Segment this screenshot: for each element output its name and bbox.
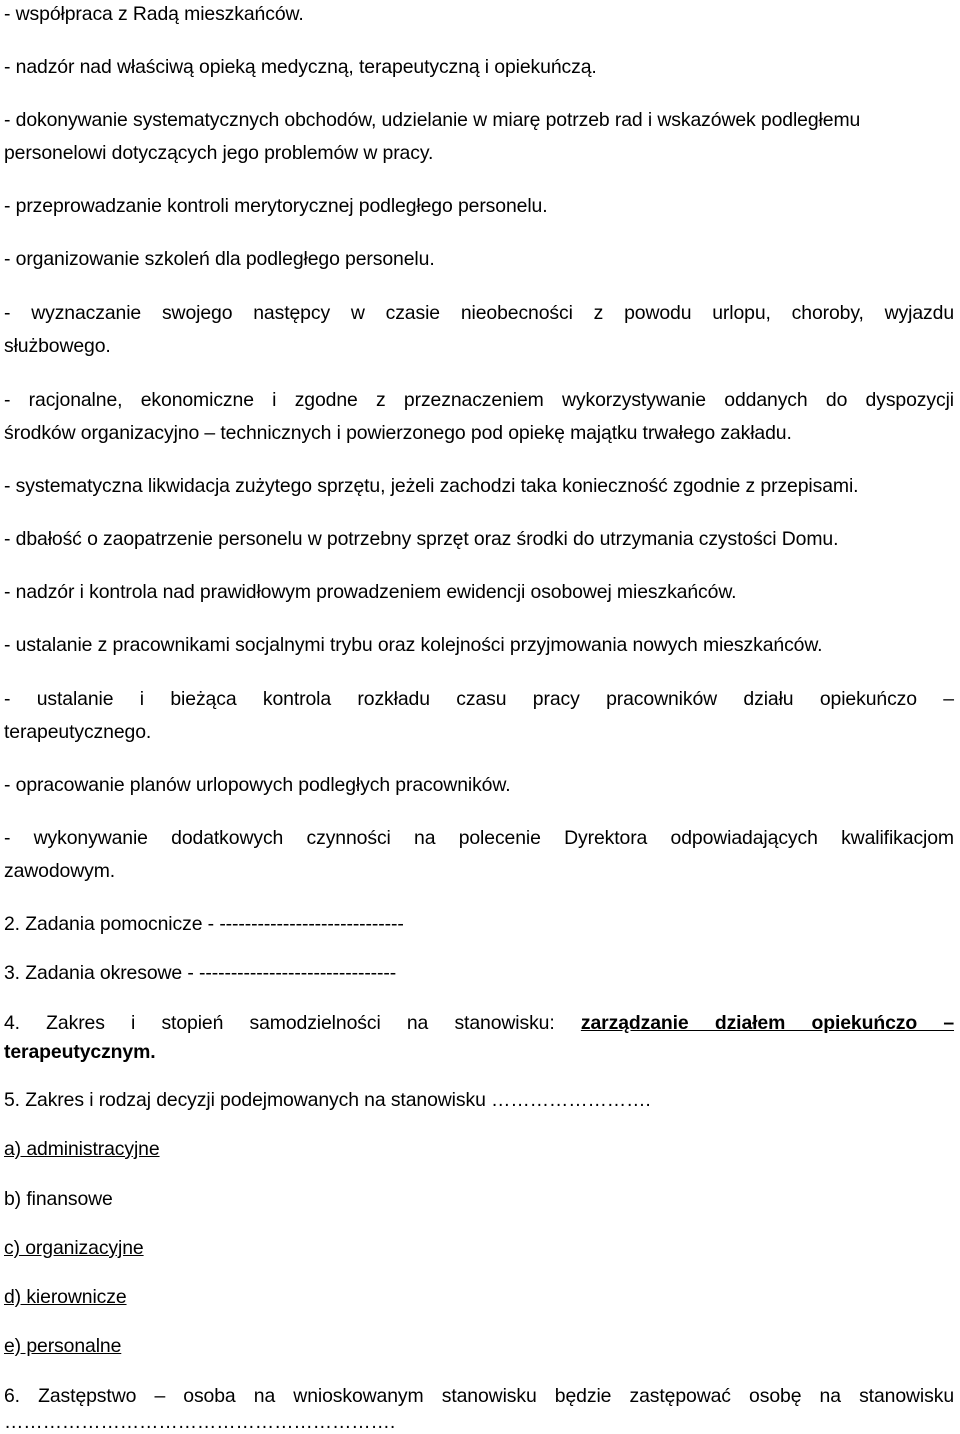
section-6-continuation: ……………………………………………………. (4, 1411, 396, 1433)
decision-type-organizational: c) organizacyjne (4, 1237, 144, 1259)
duty-item: - przeprowadzanie kontroli merytorycznej podległego personelu. (4, 195, 548, 217)
section-5-heading: 5. Zakres i rodzaj decyzji podejmowanych na stanowisku ……………………. (4, 1089, 651, 1111)
duty-item: - wykonywanie dodatkowych czynności na polecenie Dyrektora odpowiadających kwalifikacjom (4, 827, 954, 849)
section-2-heading: 2. Zadania pomocnicze - ----------------------------- (4, 913, 404, 935)
duty-item: - ustalanie z pracownikami socjalnymi trybu oraz kolejności przyjmowania nowych mieszkańców. (4, 634, 823, 656)
duty-item-continuation: zawodowym. (4, 860, 116, 882)
duty-item: - współpraca z Radą mieszkańców. (4, 3, 304, 25)
duty-item-continuation: środków organizacyjno – technicznych i powierzonego pod opiekę majątku trwałego zakładu. (4, 422, 792, 444)
section-4-label: 4. Zakres i stopień samodzielności na stanowisku: (4, 1012, 581, 1034)
duty-item-continuation: terapeutycznego. (4, 721, 152, 743)
section-4-value-continuation: terapeutycznym. (4, 1041, 156, 1063)
decision-type-administrative: a) administracyjne (4, 1138, 160, 1160)
duty-item: - nadzór nad właściwą opieką medyczną, terapeutyczną i opiekuńczą. (4, 56, 597, 78)
decision-type-managerial: d) kierownicze (4, 1286, 127, 1308)
duty-item: - dokonywanie systematycznych obchodów, udzielanie w miarę potrzeb rad i wskazówek podległemu (4, 109, 861, 131)
duty-item-continuation: służbowego. (4, 335, 111, 357)
duty-item: - nadzór i kontrola nad prawidłowym prowadzeniem ewidencji osobowej mieszkańców. (4, 581, 737, 603)
decision-type-financial: b) finansowe (4, 1188, 113, 1210)
duty-item: - wyznaczanie swojego następcy w czasie nieobecności z powodu urlopu, choroby, wyjazdu (4, 302, 954, 324)
decision-type-personnel: e) personalne (4, 1335, 122, 1357)
section-3-heading: 3. Zadania okresowe - ------------------------------- (4, 962, 397, 984)
duty-item: - opracowanie planów urlopowych podległych pracowników. (4, 774, 511, 796)
section-4-heading (4, 1011, 954, 1035)
duty-item: - dbałość o zaopatrzenie personelu w potrzebny sprzęt oraz środki do utrzymania czystości Domu. (4, 528, 839, 550)
section-6-heading: 6. Zastępstwo – osoba na wnioskowanym stanowisku będzie zastępować osobę na stanowisku (4, 1385, 954, 1407)
duty-item: - ustalanie i bieżąca kontrola rozkładu czasu pracy pracowników działu opiekuńczo – (4, 688, 954, 710)
section-4-value: zarządzanie działem opiekuńczo – (580, 1012, 955, 1034)
duty-item-continuation: personelowi dotyczących jego problemów w pracy. (4, 142, 434, 164)
duty-item: - organizowanie szkoleń dla podległego personelu. (4, 248, 435, 270)
duty-item: - racjonalne, ekonomiczne i zgodne z przeznaczeniem wykorzystywanie oddanych do dyspozycji (4, 389, 954, 411)
duty-item: - systematyczna likwidacja zużytego sprzętu, jeżeli zachodzi taka konieczność zgodnie z przepisami. (4, 475, 859, 497)
